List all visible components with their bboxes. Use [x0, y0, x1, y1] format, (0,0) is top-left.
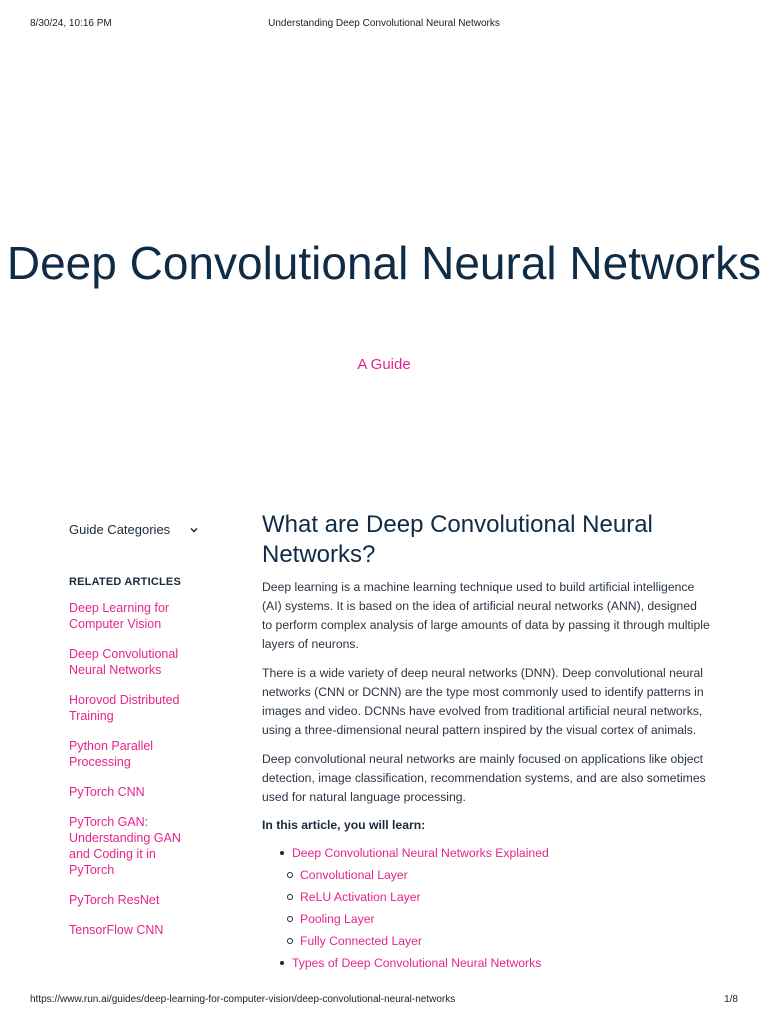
page-title: Deep Convolutional Neural Networks — [6, 237, 762, 289]
toc-link-convolutional-layer[interactable]: Convolutional Layer — [300, 868, 408, 882]
list-item — [69, 892, 219, 908]
list-item — [69, 692, 219, 724]
toc-item — [262, 864, 710, 886]
toc-item — [262, 842, 710, 864]
toc-link-types-of-dcnn[interactable]: Types of Deep Convolutional Neural Networks — [292, 956, 542, 970]
list-item — [69, 646, 219, 678]
toc-item — [262, 952, 710, 974]
learn-label: In this article, you will learn: — [262, 818, 426, 832]
related-link-pytorch-cnn[interactable]: PyTorch CNN — [69, 785, 145, 799]
toc-item — [262, 886, 710, 908]
related-articles-list — [69, 600, 219, 938]
list-item — [69, 600, 219, 632]
page-subtitle: A Guide — [357, 356, 411, 373]
related-link-pytorch-resnet[interactable]: PyTorch ResNet — [69, 893, 160, 907]
toc-link-dcnn-explained[interactable]: Deep Convolutional Neural Networks Explained — [292, 846, 549, 860]
list-item — [69, 814, 219, 878]
related-link-deep-learning-cv[interactable]: Deep Learning for Computer Vision — [69, 601, 170, 631]
toc-link-fully-connected-layer[interactable]: Fully Connected Layer — [300, 934, 422, 948]
print-datetime: 8/30/24, 10:16 PM — [30, 18, 112, 29]
print-url: https://www.run.ai/guides/deep-learning-for-computer-vision/deep-convolutional-neural-networks — [30, 994, 456, 1005]
list-item — [69, 784, 219, 800]
guide-categories-dropdown[interactable] — [69, 522, 199, 537]
related-link-horovod[interactable]: Horovod Distributed Training — [69, 693, 180, 723]
print-doc-title: Understanding Deep Convolutional Neural Networks — [268, 18, 500, 29]
article-paragraph: Deep convolutional neural networks are mainly focused on applications like object detection, image classification, recommendation systems, and are also sometimes used for natural language processing. — [262, 752, 706, 804]
related-link-python-parallel[interactable]: Python Parallel Processing — [69, 739, 154, 769]
list-item — [69, 922, 219, 938]
article — [262, 510, 710, 974]
related-link-dcnn[interactable]: Deep Convolutional Neural Networks — [69, 647, 179, 677]
article-paragraph: There is a wide variety of deep neural networks (DNN). Deep convolutional neural networks (CNN or DCNN) are the type most commonly used to identify patterns in images and video. DCNNs have evolved from traditional artificial neural networks, using a three-dimensional neural pattern inspired by the visual cortex of animals. — [262, 666, 704, 737]
toc-link-relu-layer[interactable]: ReLU Activation Layer — [300, 890, 421, 904]
related-link-tensorflow-cnn[interactable]: TensorFlow CNN — [69, 923, 164, 937]
chevron-down-icon — [189, 525, 199, 535]
print-page-number: 1/8 — [724, 994, 738, 1005]
toc-item — [262, 908, 710, 930]
table-of-contents — [262, 842, 710, 974]
toc-item — [262, 930, 710, 952]
guide-categories-label: Guide Categories — [69, 522, 171, 537]
article-heading: What are Deep Convolutional Neural Networks? — [262, 511, 653, 568]
related-link-pytorch-gan[interactable]: PyTorch GAN: Understanding GAN and Coding it in PyTorch — [69, 815, 181, 877]
list-item — [69, 738, 219, 770]
related-articles-heading: RELATED ARTICLES — [69, 576, 181, 588]
article-paragraph: Deep learning is a machine learning technique used to build artificial intelligence (AI) systems. It is based on the idea of artificial neural networks (ANN), designed to perform complex analysis of large amounts of data by passing it through multiple layers of neurons. — [262, 580, 710, 651]
toc-link-pooling-layer[interactable]: Pooling Layer — [300, 912, 375, 926]
sidebar — [69, 522, 219, 952]
